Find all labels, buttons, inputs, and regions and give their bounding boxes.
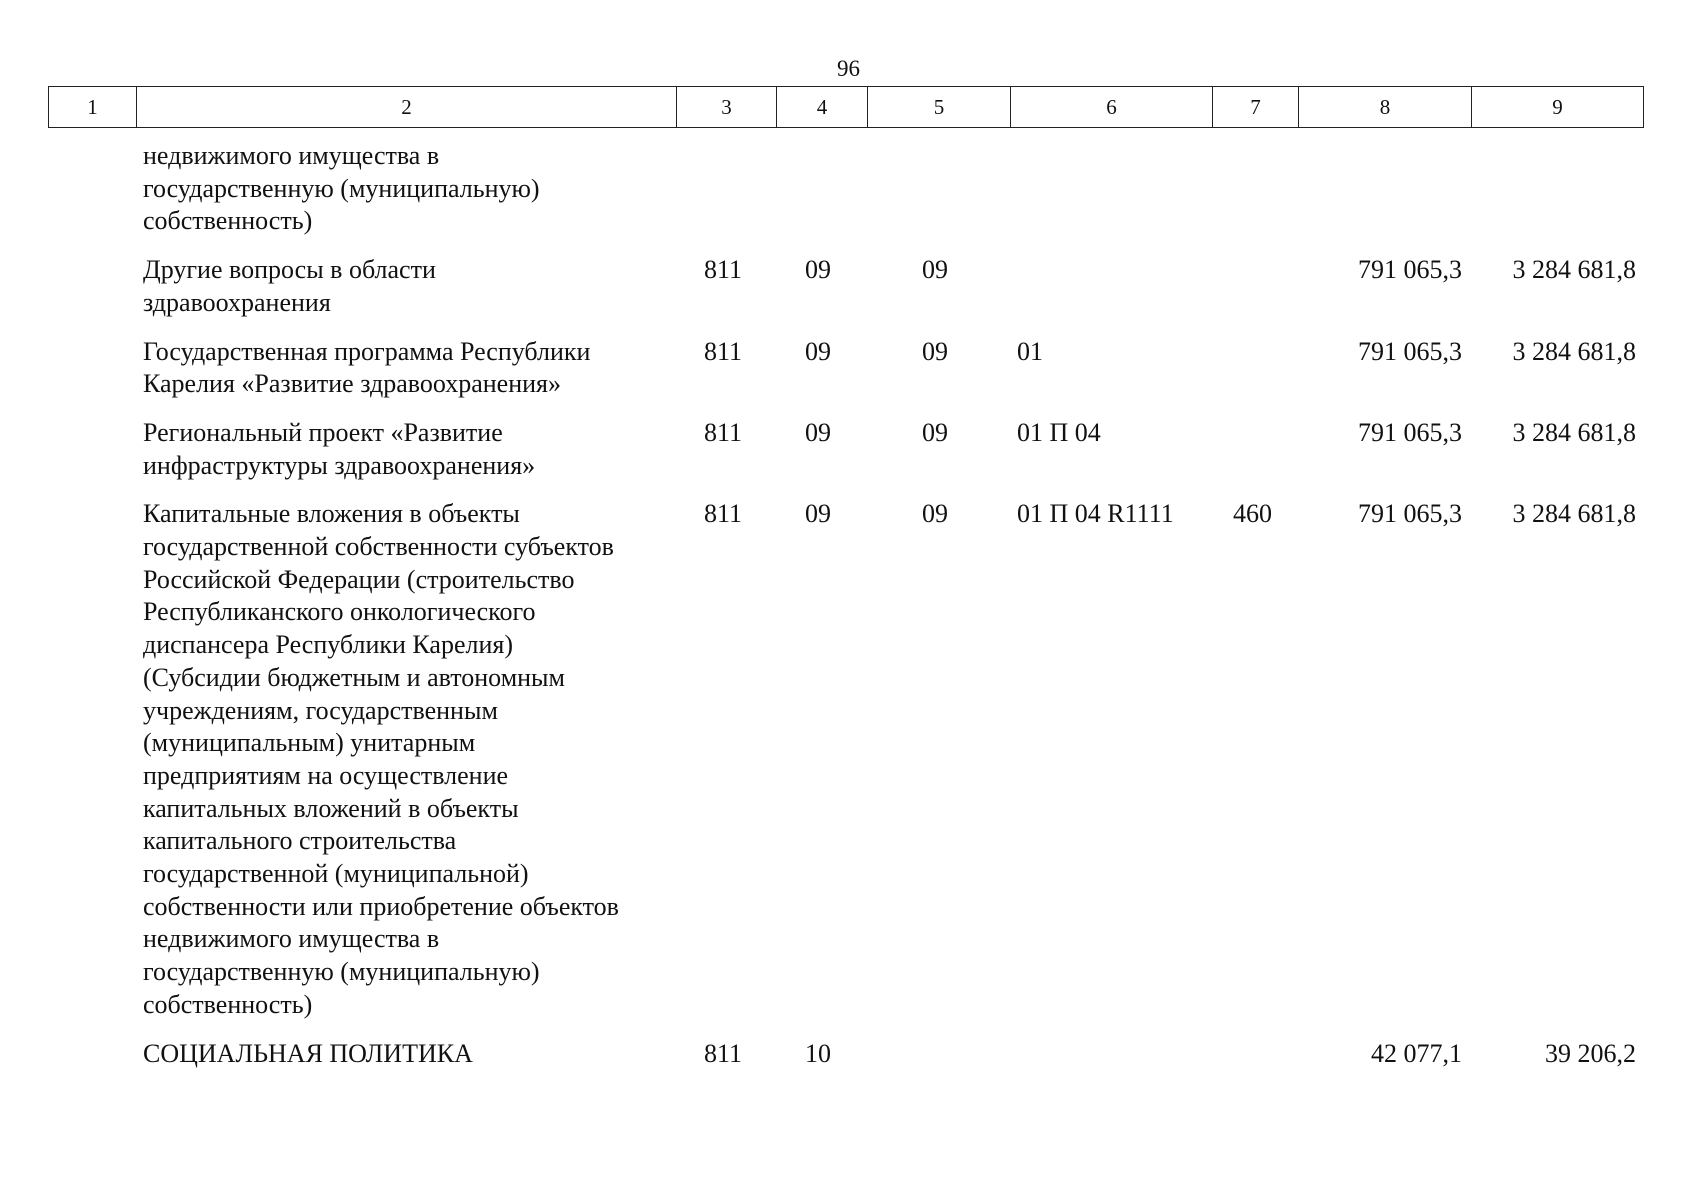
row-name-line: собственность): [143, 989, 313, 1019]
cell-col-6: [1009, 140, 1211, 238]
cell-col-7: [1211, 1038, 1297, 1071]
cell-col-4: [775, 140, 866, 238]
header-col-6: 6: [1010, 87, 1212, 127]
row-name-line: государственную (муниципальную): [143, 957, 540, 987]
row-name-line: СОЦИАЛЬНАЯ ПОЛИТИКА: [143, 1038, 473, 1068]
cell-col-3: 811: [704, 499, 743, 529]
cell-col-1: [48, 1038, 135, 1071]
table-row: [48, 417, 1644, 482]
cell-col-6: 01: [1017, 336, 1043, 366]
cell-col-8: 791 065,3: [1358, 499, 1462, 529]
cell-col-5: 09: [922, 499, 948, 529]
row-name: [135, 140, 675, 238]
row-name-line: (муниципальным) унитарным: [143, 728, 476, 758]
cell-col-9: 3 284 681,8: [1512, 417, 1636, 447]
header-col-1: 1: [87, 94, 98, 119]
table-row: [48, 498, 1644, 1021]
cell-col-3: [675, 140, 775, 238]
cell-col-8: 791 065,3: [1358, 336, 1462, 366]
row-name-line: государственной собственности субъектов: [143, 532, 614, 562]
row-name: [135, 254, 675, 319]
cell-col-5: 09: [922, 417, 948, 447]
cell-col-4: 09: [805, 499, 831, 529]
row-name-line: Карелия «Развитие здравоохранения»: [143, 369, 562, 399]
cell-col-3: 811: [704, 417, 743, 447]
row-name-line: Российской Федерации (строительство: [143, 564, 575, 594]
table-row: [48, 254, 1644, 319]
cell-col-4: 09: [805, 336, 831, 366]
cell-col-8: [1297, 140, 1470, 238]
row-name-line: недвижимого имущества в: [143, 141, 440, 170]
row-name-line: Региональный проект «Развитие: [143, 417, 503, 447]
row-name-line: Другие вопросы в области: [143, 255, 436, 285]
row-name-line: собственности или приобретение объектов: [143, 891, 619, 921]
row-name-line: государственную (муниципальную): [143, 173, 540, 203]
row-name-line: недвижимого имущества в: [143, 924, 440, 954]
header-col-7: 7: [1212, 87, 1298, 127]
cell-col-9: 3 284 681,8: [1512, 255, 1636, 285]
page-number: 96: [837, 56, 860, 81]
cell-col-4: 10: [805, 1038, 831, 1068]
cell-col-4: 09: [805, 417, 831, 447]
cell-col-1: [48, 417, 135, 482]
row-name: [135, 417, 675, 482]
row-name-line: собственность): [143, 206, 313, 236]
cell-col-5: [866, 1038, 1009, 1071]
cell-col-3: 811: [704, 1038, 743, 1068]
row-name: [135, 1038, 675, 1071]
cell-col-9: 3 284 681,8: [1512, 336, 1636, 366]
header-col-4: 4: [776, 87, 867, 127]
cell-col-1: [48, 254, 135, 319]
row-name-line: учреждениям, государственным: [143, 695, 498, 725]
table-row: [48, 1038, 1644, 1071]
cell-col-1: [48, 498, 135, 1021]
cell-col-6: [1009, 1038, 1211, 1071]
cell-col-9: [1470, 140, 1644, 238]
header-col-2: 2: [136, 87, 676, 127]
cell-col-9: 39 206,2: [1545, 1038, 1636, 1068]
cell-col-7: [1211, 254, 1297, 319]
row-name-line: Государственная программа Республики: [143, 336, 591, 366]
row-name-line: государственной (муниципальной): [143, 859, 529, 889]
row-name-line: здравоохранения: [143, 287, 331, 317]
cell-col-7: 460: [1233, 499, 1272, 529]
cell-col-7: [1211, 417, 1297, 482]
row-name-line: капитальных вложений в объекты: [143, 793, 519, 823]
row-name: [135, 336, 675, 401]
header-col-5: 5: [867, 87, 1010, 127]
table-body: [48, 140, 1644, 1086]
row-name-line: капитального строительства: [143, 826, 457, 856]
cell-col-5: [866, 140, 1009, 238]
cell-col-5: 09: [922, 255, 948, 285]
cell-col-6: 01 П 04 R1111: [1017, 499, 1174, 529]
row-name-line: (Субсидии бюджетным и автономным: [143, 662, 565, 692]
row-name: [135, 498, 675, 1021]
table-row: [48, 140, 1644, 238]
cell-col-7: [1211, 140, 1297, 238]
cell-col-6: [1009, 254, 1211, 319]
row-name-line: Капитальные вложения в объекты: [143, 499, 520, 529]
cell-col-4: 09: [805, 255, 831, 285]
row-name-line: Республиканского онкологического: [143, 597, 536, 627]
header-col-9: 9: [1471, 87, 1643, 127]
cell-col-8: 791 065,3: [1358, 255, 1462, 285]
row-name-line: предприятиям на осуществление: [143, 760, 509, 790]
cell-col-3: 811: [704, 255, 743, 285]
cell-col-6: 01 П 04: [1017, 417, 1101, 447]
row-name-line: диспансера Республики Карелия): [143, 630, 514, 660]
header-col-3: 3: [676, 87, 776, 127]
cell-col-1: [48, 140, 135, 238]
cell-col-8: 791 065,3: [1358, 417, 1462, 447]
header-col-8: 8: [1298, 87, 1471, 127]
cell-col-1: [48, 336, 135, 401]
cell-col-5: 09: [922, 336, 948, 366]
table-row: [48, 336, 1644, 401]
table-header: [48, 86, 1644, 128]
cell-col-8: 42 077,1: [1371, 1038, 1462, 1068]
row-name-line: инфраструктуры здравоохранения»: [143, 450, 536, 480]
cell-col-3: 811: [704, 336, 743, 366]
cell-col-9: 3 284 681,8: [1512, 499, 1636, 529]
cell-col-7: [1211, 336, 1297, 401]
